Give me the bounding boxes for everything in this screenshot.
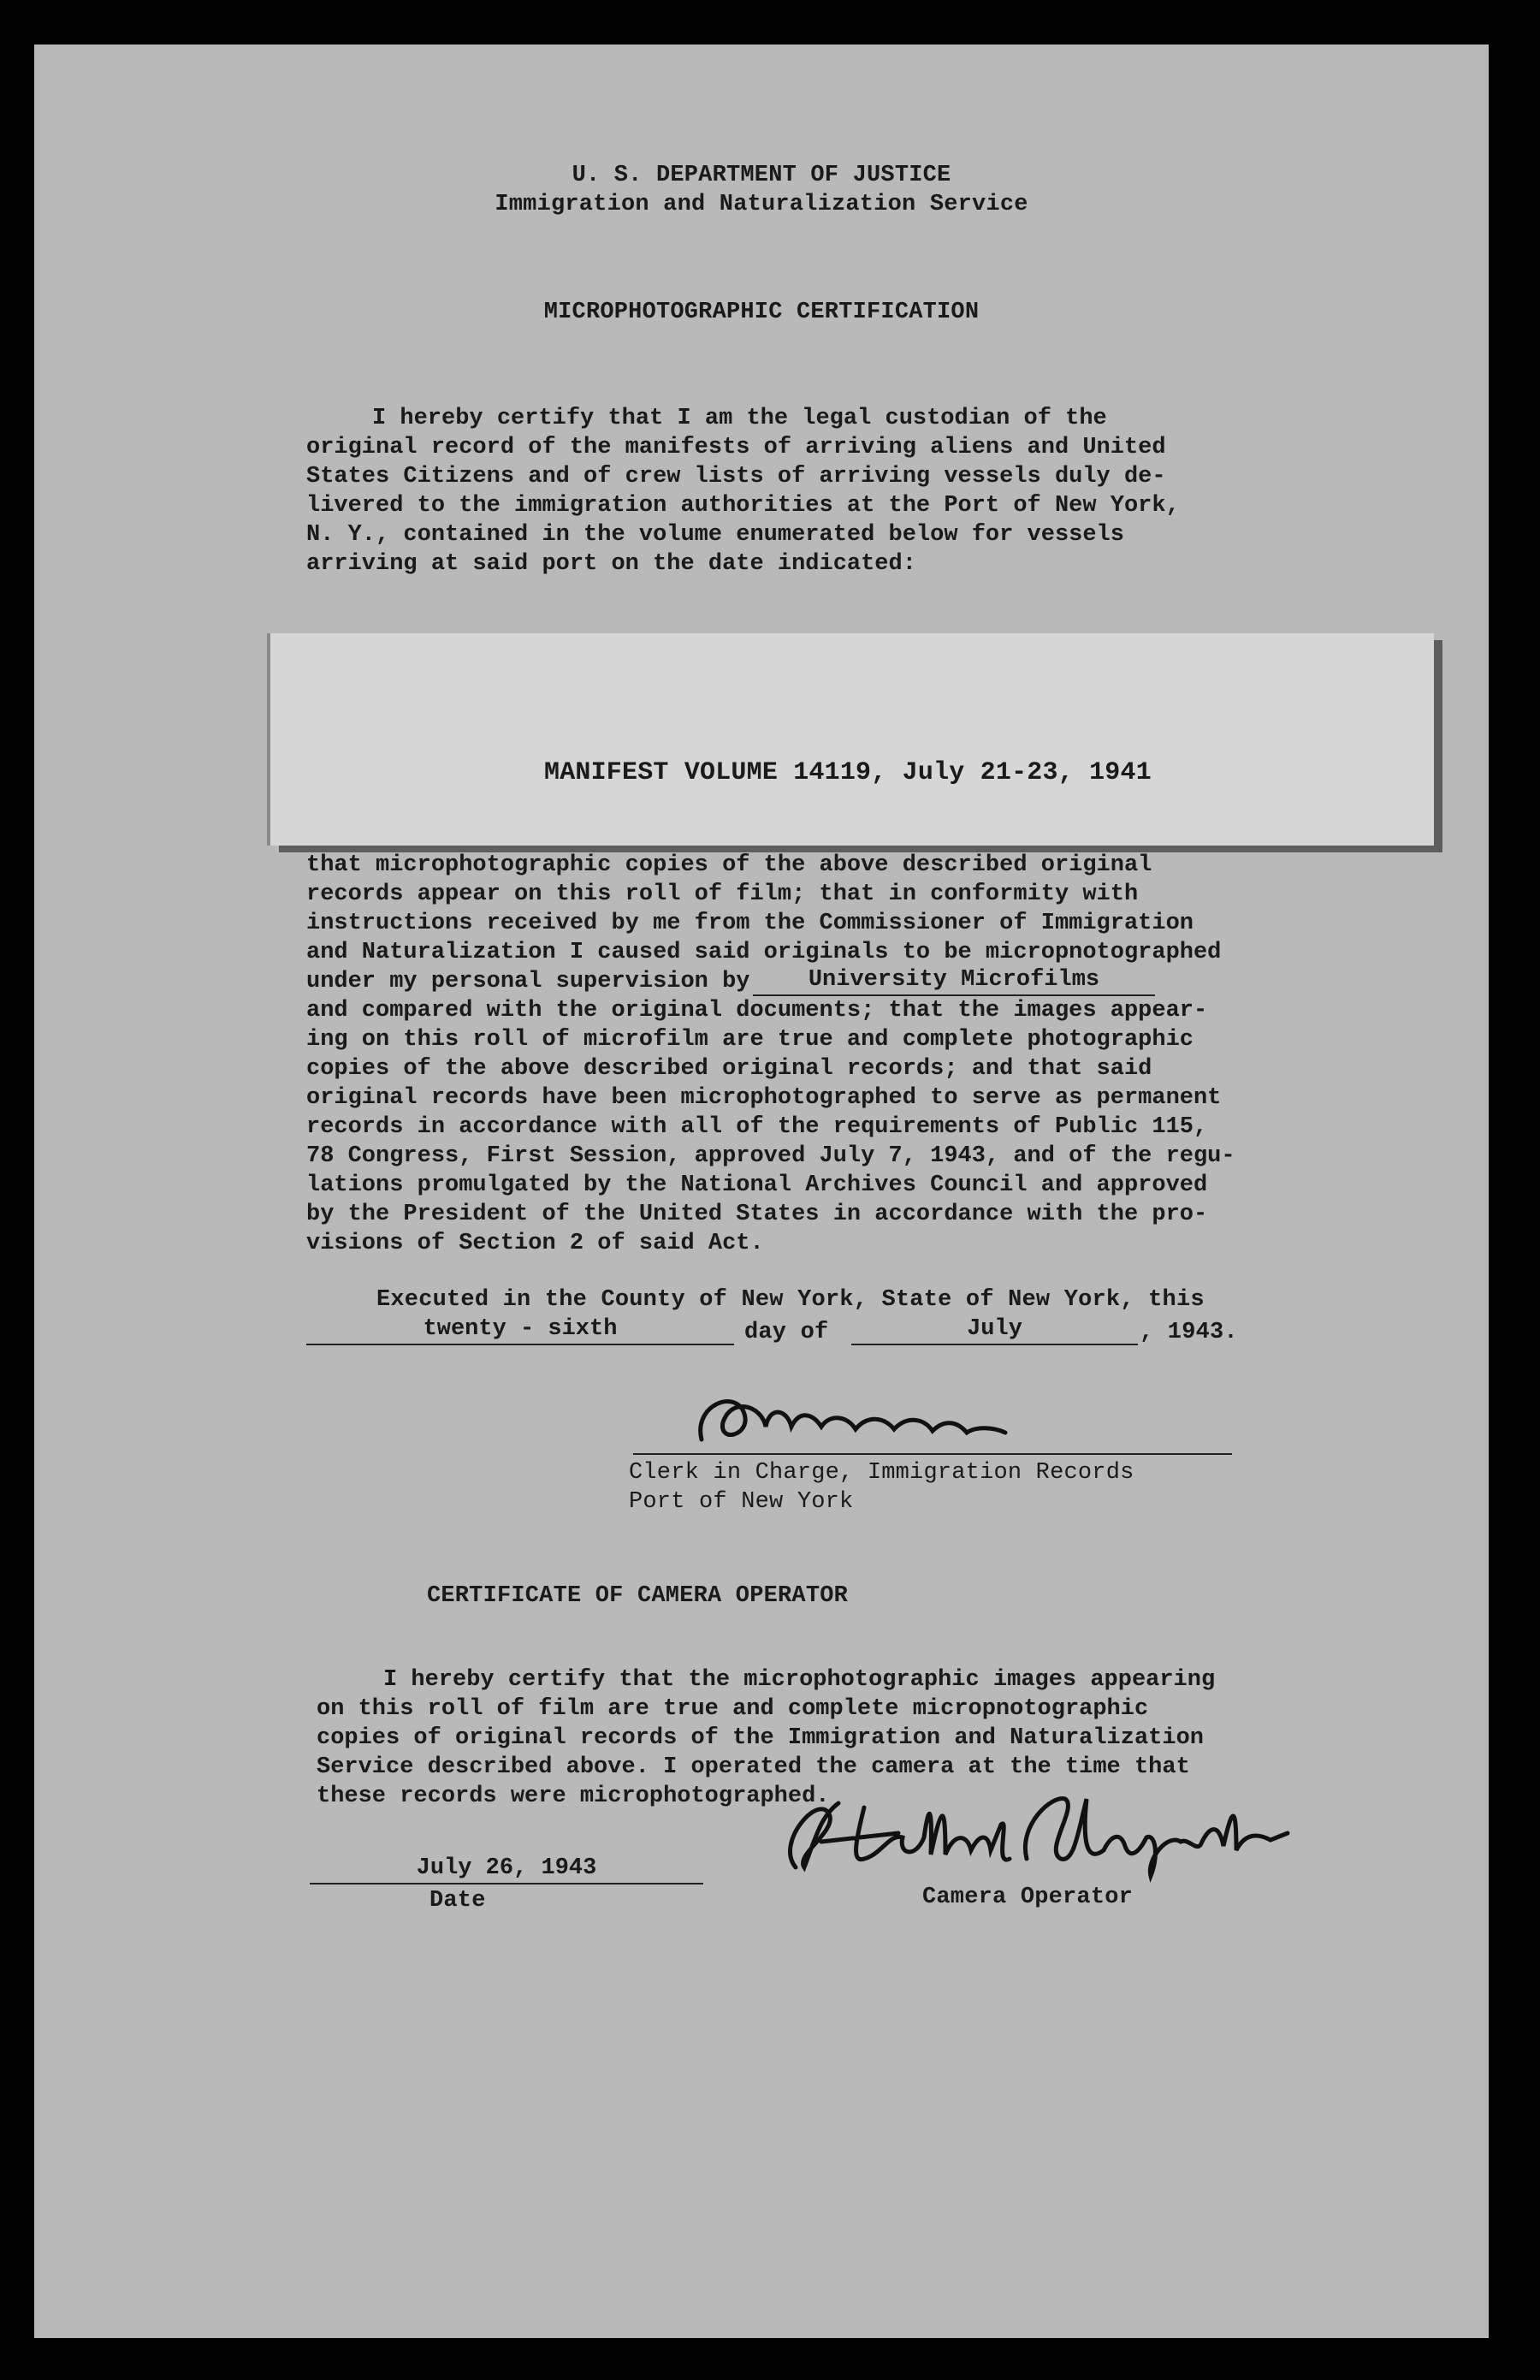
intro-line: original record of the manifests of arriving aliens and United	[306, 435, 1166, 460]
body-line: under my personal supervision by	[306, 969, 750, 994]
day-field	[306, 1315, 734, 1345]
body-line: original records have been microphotographed to serve as permanent	[306, 1085, 1222, 1111]
clerk-signature-line	[633, 1453, 1232, 1455]
body-line: instructions received by me from the Commissioner of Immigration	[306, 911, 1194, 936]
body-line: records appear on this roll of film; that in conformity with	[306, 881, 1139, 907]
body-line: ing on this roll of microfilm are true and complete photographic	[306, 1027, 1194, 1053]
intro-line: arriving at said port on the date indicated:	[306, 551, 916, 577]
camera-date-value: July 26, 1943	[416, 1855, 597, 1881]
certification-title: MICROPHOTOGRAPHIC CERTIFICATION	[543, 300, 980, 325]
camera-date-field	[310, 1854, 703, 1884]
document-page	[34, 45, 1489, 2338]
camera-line: on this roll of film are true and complete micropnotographic	[317, 1696, 1149, 1722]
month-field	[851, 1315, 1138, 1345]
body-line: records in accordance with all of the requirements of Public 115,	[306, 1114, 1208, 1140]
body-line: 78 Congress, First Session, approved July 7, 1943, and of the regu-	[306, 1143, 1235, 1169]
executed-line: Executed in the County of New York, State of New York, this	[376, 1287, 1205, 1313]
clerk-title: Clerk in Charge, Immigration Records	[629, 1460, 1134, 1486]
camera-section-title: CERTIFICATE OF CAMERA OPERATOR	[426, 1583, 849, 1609]
manifest-volume: MANIFEST VOLUME 14119, July 21-23, 1941	[544, 758, 1152, 787]
supervisor-value: University Microfilms	[808, 967, 1100, 993]
day-value: twenty - sixth	[423, 1316, 618, 1342]
service-heading: Immigration and Naturalization Service	[495, 192, 1028, 217]
month-value: July	[967, 1316, 1022, 1342]
supervisor-field	[753, 965, 1155, 996]
camera-line: these records were microphotographed.	[317, 1784, 830, 1809]
intro-line: livered to the immigration authorities at the Port of New York,	[306, 493, 1180, 519]
body-line: and compared with the original documents; that the images appear-	[306, 998, 1208, 1024]
clerk-signature-image	[684, 1380, 1044, 1457]
department-heading: U. S. DEPARTMENT OF JUSTICE	[572, 163, 951, 188]
intro-line: N. Y., contained in the volume enumerated below for vessels	[306, 522, 1124, 548]
body-line: visions of Section 2 of said Act.	[306, 1231, 764, 1256]
body-line: that microphotographic copies of the above described original	[306, 852, 1152, 878]
camera-line: I hereby certify that the microphotographic images appearing	[383, 1667, 1216, 1693]
intro-line: I hereby certify that I am the legal custodian of the	[372, 406, 1107, 431]
body-line: lations promulgated by the National Archives Council and approved	[306, 1172, 1208, 1198]
clerk-port: Port of New York	[629, 1489, 854, 1515]
body-line: and Naturalization I caused said originals to be micropnotographed	[306, 940, 1222, 965]
body-line: copies of the above described original records; and that said	[306, 1056, 1152, 1082]
camera-line: copies of original records of the Immigration and Naturalization	[317, 1725, 1204, 1751]
body-line: by the President of the United States in accordance with the pro-	[306, 1202, 1208, 1227]
manifest-strip	[270, 633, 1434, 846]
year-value: , 1943.	[1140, 1320, 1238, 1345]
intro-line: States Citizens and of crew lists of arriving vessels duly de-	[306, 464, 1166, 490]
camera-operator-label: Camera Operator	[922, 1884, 1134, 1910]
camera-line: Service described above. I operated the camera at the time that	[317, 1754, 1190, 1780]
operator-signature-image	[770, 1773, 1300, 1884]
day-of-label: day of	[744, 1320, 829, 1345]
camera-date-label: Date	[429, 1888, 486, 1914]
